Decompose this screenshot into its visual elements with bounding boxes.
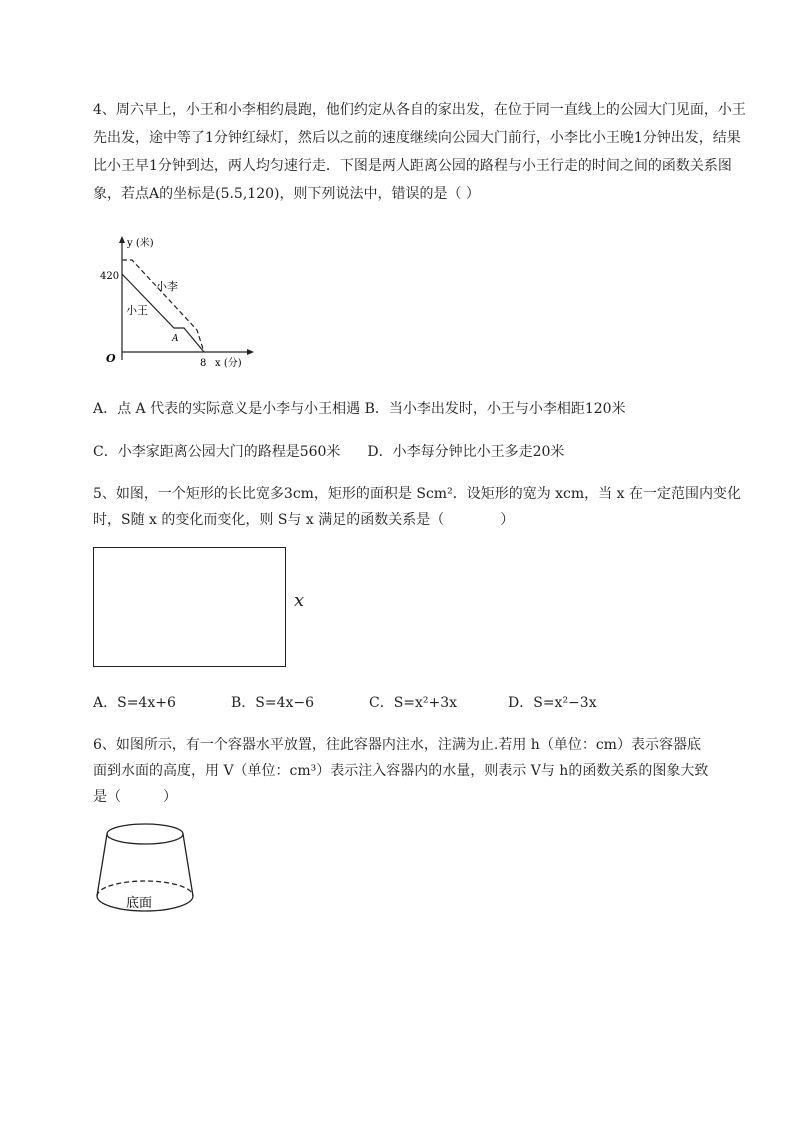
container-top-ellipse bbox=[107, 824, 183, 844]
x-axis-arrow bbox=[247, 349, 254, 355]
question-5-line-1: 5、如图，一个矩形的长比宽多3cm，矩形的面积是 Scm²．设矩形的宽为 xcm，当 x 在一定范围内变化 bbox=[93, 486, 741, 502]
y-axis-arrow bbox=[119, 236, 125, 243]
q5-option-c[interactable]: C．S=x²+3x bbox=[369, 695, 458, 711]
container-bottom-label: 底面 bbox=[126, 896, 153, 911]
point-a-label: A bbox=[172, 334, 179, 344]
rectangle-width-label: x bbox=[294, 590, 305, 611]
distance-time-graph bbox=[100, 232, 260, 372]
x-axis-label: x (分) bbox=[215, 358, 242, 369]
q5-option-a[interactable]: A．S=4x+6 bbox=[93, 695, 176, 711]
container-left-side bbox=[97, 834, 107, 896]
li-series-label: 小李 bbox=[156, 280, 178, 293]
origin-label: O bbox=[106, 352, 116, 365]
container-figure bbox=[92, 820, 198, 920]
question-6-line-1: 6、如图所示，有一个容器水平放置，往此容器内注水，注满为止.若用 h（单位：cm）表示容器底 bbox=[93, 737, 701, 753]
q5-option-b[interactable]: B．S=4x−6 bbox=[231, 695, 315, 711]
rectangle-figure bbox=[93, 547, 286, 667]
question-6-line-3: 是（ ） bbox=[93, 789, 177, 805]
q5-option-d[interactable]: D．S=x²−3x bbox=[508, 695, 597, 711]
question-5-line-2: 时，S随 x 的变化而变化，则 S与 x 满足的函数关系是（ ） bbox=[93, 512, 515, 528]
q4-options-row-2 bbox=[93, 441, 564, 461]
wang-series-label: 小王 bbox=[126, 304, 148, 317]
q4-option-b[interactable]: B．当小李出发时，小王与小李相距120米 bbox=[364, 401, 626, 417]
q4-option-c[interactable]: C．小李家距离公园大门的路程是560米 bbox=[93, 444, 341, 460]
question-4-text: 4、周六早上，小王和小李相约晨跑，他们约定从各自的家出发，在位于同一直线上的公园大门见面，小王先出发，途中等了1分钟红绿灯，然后以之前的速度继续向公园大门前行，小李比小王晚1分钟出发，结果比小王早1分钟到达，两人均匀速行走．下图是两人距离公园的路程与小王行走的时间之间的函数关系图象，若点A的坐标是(5.5,120)，则下列说法中，错误的是（ ） bbox=[93, 102, 746, 202]
container-bottom-back-dashed bbox=[97, 881, 193, 896]
x-tick-8: 8 bbox=[200, 358, 207, 369]
q4-options-row-1 bbox=[93, 398, 626, 418]
container-right-side bbox=[183, 834, 193, 896]
y-tick-420: 420 bbox=[100, 271, 120, 282]
question-6-line-2: 面到水面的高度，用 V（单位：cm³）表示注入容器内的水量，则表示 V与 h的函数关系的图象大致 bbox=[93, 763, 709, 779]
y-axis-label: y (米) bbox=[127, 238, 154, 249]
q4-option-d[interactable]: D．小李每分钟比小王多走20米 bbox=[367, 444, 565, 460]
q4-option-a[interactable]: A．点 A 代表的实际意义是小李与小王相遇 bbox=[93, 401, 361, 417]
